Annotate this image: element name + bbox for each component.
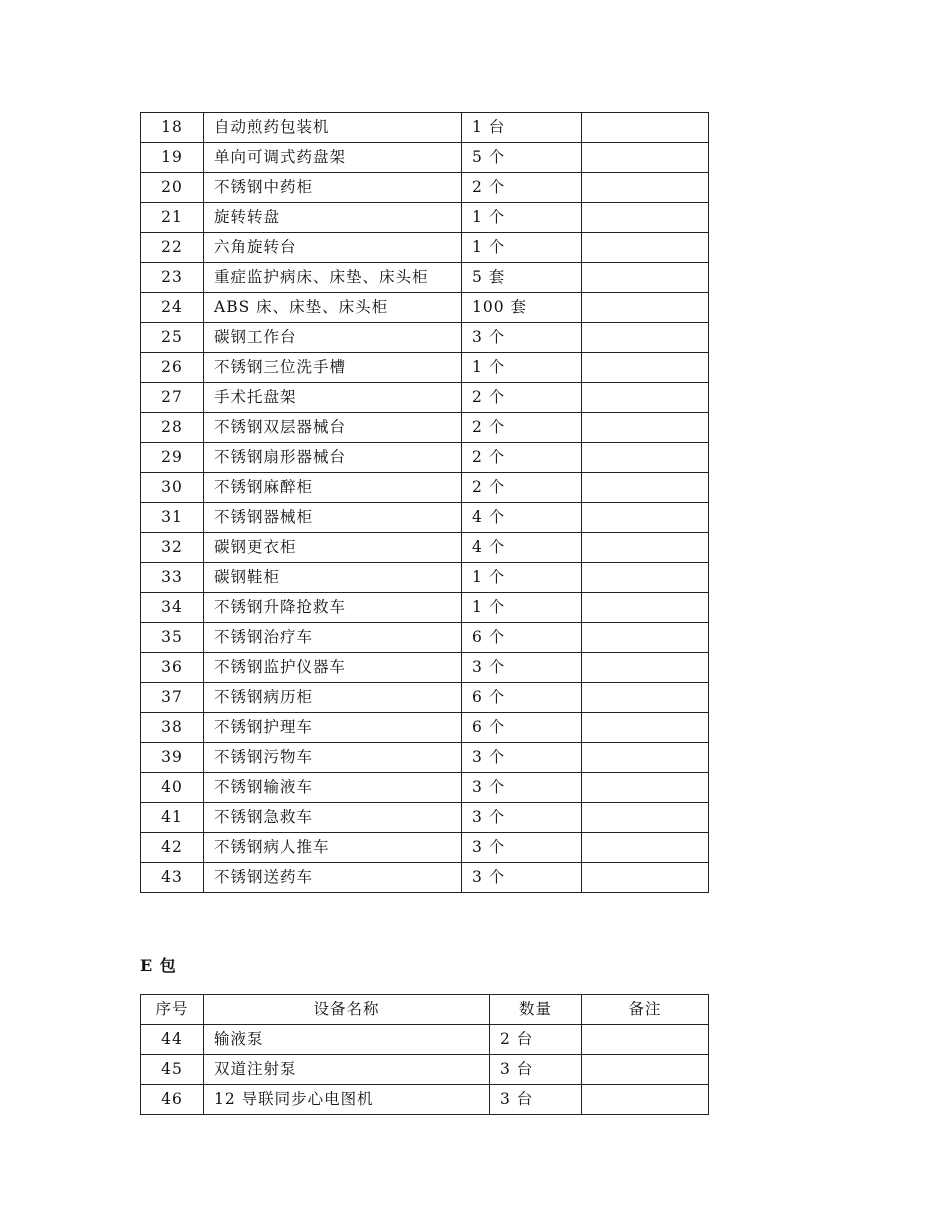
- header-no: 序号: [141, 995, 204, 1025]
- equipment-name: 重症监护病床、床垫、床头柜: [204, 263, 462, 293]
- equipment-name: 双道注射泵: [204, 1055, 490, 1085]
- equipment-name: 不锈钢输液车: [204, 773, 462, 803]
- row-number: 37: [141, 683, 204, 713]
- row-number: 31: [141, 503, 204, 533]
- equipment-note: [582, 623, 709, 653]
- row-number: 20: [141, 173, 204, 203]
- equipment-quantity: 3 台: [490, 1055, 582, 1085]
- table-row: [141, 1055, 709, 1085]
- equipment-table-part1: [140, 112, 709, 893]
- equipment-quantity: 1 个: [462, 203, 582, 233]
- equipment-quantity: 3 个: [462, 803, 582, 833]
- equipment-table-part2-header: [141, 995, 709, 1025]
- row-number: 28: [141, 413, 204, 443]
- equipment-name: 手术托盘架: [204, 383, 462, 413]
- equipment-name: 不锈钢扇形器械台: [204, 443, 462, 473]
- equipment-quantity: 2 个: [462, 173, 582, 203]
- equipment-name: 不锈钢急救车: [204, 803, 462, 833]
- equipment-name: 不锈钢三位洗手槽: [204, 353, 462, 383]
- equipment-note: [582, 413, 709, 443]
- table-row: [141, 383, 709, 413]
- equipment-note: [582, 203, 709, 233]
- equipment-note: [582, 683, 709, 713]
- equipment-quantity: 3 个: [462, 323, 582, 353]
- equipment-name: 不锈钢病人推车: [204, 833, 462, 863]
- equipment-quantity: 3 个: [462, 743, 582, 773]
- equipment-note: [582, 353, 709, 383]
- equipment-quantity: 4 个: [462, 533, 582, 563]
- row-number: 46: [141, 1085, 204, 1115]
- row-number: 42: [141, 833, 204, 863]
- equipment-name: 六角旋转台: [204, 233, 462, 263]
- equipment-note: [582, 383, 709, 413]
- equipment-note: [582, 263, 709, 293]
- table-row: [141, 1085, 709, 1115]
- row-number: 36: [141, 653, 204, 683]
- row-number: 30: [141, 473, 204, 503]
- equipment-quantity: 1 个: [462, 353, 582, 383]
- equipment-name: 不锈钢护理车: [204, 713, 462, 743]
- equipment-name: 不锈钢器械柜: [204, 503, 462, 533]
- table-header-row: [141, 995, 709, 1025]
- equipment-quantity: 6 个: [462, 713, 582, 743]
- equipment-quantity: 1 个: [462, 563, 582, 593]
- equipment-quantity: 2 个: [462, 413, 582, 443]
- equipment-name: 输液泵: [204, 1025, 490, 1055]
- table-row: [141, 263, 709, 293]
- equipment-quantity: 3 个: [462, 773, 582, 803]
- equipment-quantity: 2 个: [462, 473, 582, 503]
- equipment-name: 12 导联同步心电图机: [204, 1085, 490, 1115]
- table-row: [141, 773, 709, 803]
- equipment-name: 旋转转盘: [204, 203, 462, 233]
- equipment-name: 碳钢工作台: [204, 323, 462, 353]
- equipment-name: 碳钢鞋柜: [204, 563, 462, 593]
- header-note: 备注: [582, 995, 709, 1025]
- row-number: 24: [141, 293, 204, 323]
- equipment-note: [582, 323, 709, 353]
- header-name: 设备名称: [204, 995, 490, 1025]
- table-row: [141, 173, 709, 203]
- equipment-table-part2: [140, 994, 709, 1115]
- equipment-quantity: 2 台: [490, 1025, 582, 1055]
- table-row: [141, 623, 709, 653]
- equipment-note: [582, 653, 709, 683]
- equipment-note: [582, 533, 709, 563]
- equipment-note: [582, 143, 709, 173]
- row-number: 44: [141, 1025, 204, 1055]
- row-number: 18: [141, 113, 204, 143]
- row-number: 45: [141, 1055, 204, 1085]
- table-row: [141, 143, 709, 173]
- equipment-quantity: 1 个: [462, 233, 582, 263]
- equipment-name: 不锈钢麻醉柜: [204, 473, 462, 503]
- equipment-note: [582, 593, 709, 623]
- equipment-note: [582, 233, 709, 263]
- table-row: [141, 683, 709, 713]
- equipment-note: [582, 833, 709, 863]
- table-row: [141, 833, 709, 863]
- equipment-quantity: 3 个: [462, 833, 582, 863]
- row-number: 21: [141, 203, 204, 233]
- equipment-quantity: 3 个: [462, 653, 582, 683]
- table-row: [141, 413, 709, 443]
- equipment-name: 不锈钢双层器械台: [204, 413, 462, 443]
- table-row: [141, 533, 709, 563]
- table-row: [141, 503, 709, 533]
- equipment-note: [582, 1085, 709, 1115]
- table-row: [141, 473, 709, 503]
- equipment-name: 不锈钢治疗车: [204, 623, 462, 653]
- row-number: 39: [141, 743, 204, 773]
- table-row: [141, 1025, 709, 1055]
- equipment-name: 不锈钢监护仪器车: [204, 653, 462, 683]
- equipment-quantity: 1 台: [462, 113, 582, 143]
- header-qty: 数量: [490, 995, 582, 1025]
- table-row: [141, 233, 709, 263]
- table-row: [141, 353, 709, 383]
- row-number: 40: [141, 773, 204, 803]
- equipment-quantity: 100 套: [462, 293, 582, 323]
- equipment-note: [582, 503, 709, 533]
- equipment-name: 自动煎药包装机: [204, 113, 462, 143]
- row-number: 32: [141, 533, 204, 563]
- row-number: 29: [141, 443, 204, 473]
- equipment-quantity: 6 个: [462, 683, 582, 713]
- equipment-note: [582, 1025, 709, 1055]
- row-number: 27: [141, 383, 204, 413]
- equipment-quantity: 6 个: [462, 623, 582, 653]
- equipment-name: 不锈钢中药柜: [204, 173, 462, 203]
- table-row: [141, 203, 709, 233]
- equipment-note: [582, 863, 709, 893]
- table-row: [141, 323, 709, 353]
- equipment-name: 不锈钢病历柜: [204, 683, 462, 713]
- equipment-quantity: 4 个: [462, 503, 582, 533]
- equipment-table-part2-body: [141, 1025, 709, 1115]
- row-number: 23: [141, 263, 204, 293]
- row-number: 34: [141, 593, 204, 623]
- equipment-name: 不锈钢污物车: [204, 743, 462, 773]
- table-row: [141, 563, 709, 593]
- equipment-note: [582, 293, 709, 323]
- table-row: [141, 863, 709, 893]
- equipment-note: [582, 773, 709, 803]
- equipment-name: 单向可调式药盘架: [204, 143, 462, 173]
- row-number: 19: [141, 143, 204, 173]
- table-row: [141, 293, 709, 323]
- equipment-quantity: 3 台: [490, 1085, 582, 1115]
- equipment-name: 不锈钢升降抢救车: [204, 593, 462, 623]
- table-row: [141, 653, 709, 683]
- table-row: [141, 113, 709, 143]
- table-row: [141, 593, 709, 623]
- section-title: E 包: [140, 956, 177, 975]
- row-number: 26: [141, 353, 204, 383]
- equipment-note: [582, 713, 709, 743]
- table-row: [141, 443, 709, 473]
- table-row: [141, 713, 709, 743]
- row-number: 38: [141, 713, 204, 743]
- equipment-name: 不锈钢送药车: [204, 863, 462, 893]
- equipment-name: ABS 床、床垫、床头柜: [204, 293, 462, 323]
- equipment-quantity: 5 套: [462, 263, 582, 293]
- equipment-quantity: 1 个: [462, 593, 582, 623]
- row-number: 35: [141, 623, 204, 653]
- equipment-note: [582, 803, 709, 833]
- equipment-note: [582, 563, 709, 593]
- equipment-note: [582, 443, 709, 473]
- row-number: 41: [141, 803, 204, 833]
- table-row: [141, 743, 709, 773]
- equipment-quantity: 3 个: [462, 863, 582, 893]
- table-row: [141, 803, 709, 833]
- row-number: 43: [141, 863, 204, 893]
- equipment-note: [582, 473, 709, 503]
- row-number: 22: [141, 233, 204, 263]
- row-number: 25: [141, 323, 204, 353]
- equipment-name: 碳钢更衣柜: [204, 533, 462, 563]
- row-number: 33: [141, 563, 204, 593]
- equipment-note: [582, 1055, 709, 1085]
- equipment-note: [582, 743, 709, 773]
- equipment-table-part1-body: [141, 113, 709, 893]
- equipment-note: [582, 173, 709, 203]
- equipment-quantity: 2 个: [462, 443, 582, 473]
- equipment-quantity: 2 个: [462, 383, 582, 413]
- equipment-quantity: 5 个: [462, 143, 582, 173]
- equipment-note: [582, 113, 709, 143]
